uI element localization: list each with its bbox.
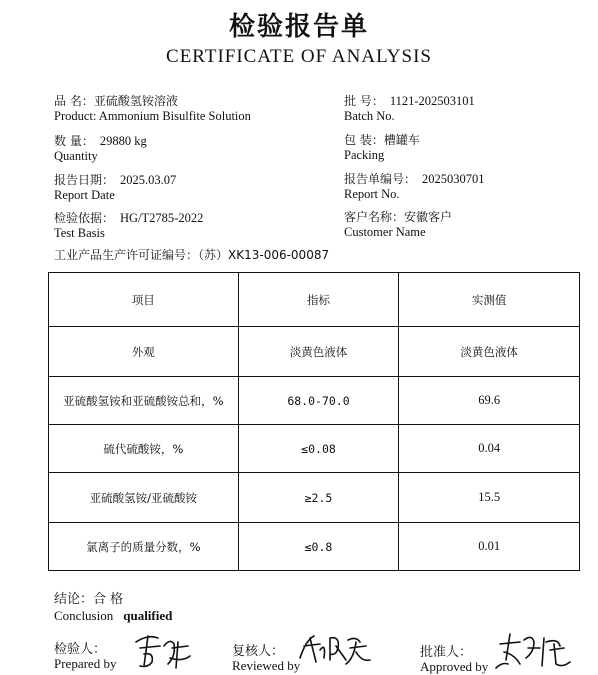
batch-value: 1121-202503101 <box>389 94 475 108</box>
table-row <box>49 523 580 571</box>
row-item: 外观 <box>49 327 239 377</box>
quantity-field <box>54 132 147 149</box>
inspector-label: 检验人： <box>54 642 107 657</box>
reviewer-signature <box>296 628 372 668</box>
product-label: 品 名： <box>54 94 94 108</box>
test-basis-value: HG/T2785-2022 <box>120 211 204 225</box>
product-english: Product: Ammonium Bisulfite Solution <box>54 109 251 123</box>
test-basis-label: 检验依据： <box>54 211 115 225</box>
customer-value: 安徽客户 <box>404 210 453 224</box>
packing-label: 包 装： <box>344 133 384 147</box>
approver-signature <box>494 628 574 672</box>
conclusion-english <box>54 608 172 624</box>
row-spec: ≤0.8 <box>238 523 399 571</box>
report-no-english: Report No. <box>344 187 400 201</box>
test-basis-field <box>54 209 203 226</box>
license-number: 工业产品生产许可证编号：（苏）XK13-006-00087 <box>54 248 330 262</box>
packing-field <box>344 131 420 148</box>
inspector-english: Prepared by <box>54 656 117 671</box>
product-field <box>54 92 178 109</box>
report-no-label: 报告单编号： <box>344 172 417 186</box>
report-date-label: 报告日期： <box>54 173 115 187</box>
product-value: 亚硫酸氢铵溶液 <box>93 94 178 108</box>
quantity-value: 29880 kg <box>99 134 147 148</box>
title-english: CERTIFICATE OF ANALYSIS <box>166 46 432 67</box>
conclusion-chinese: 结论：合 格 <box>54 592 124 607</box>
packing-english: Packing <box>344 148 385 162</box>
test-basis-english: Test Basis <box>54 226 105 240</box>
quantity-english: Quantity <box>54 149 98 163</box>
approver-english: Approved by <box>420 659 489 674</box>
reviewer-english: Reviewed by <box>232 658 301 673</box>
row-result: 0.01 <box>399 523 580 571</box>
table-row <box>49 473 580 523</box>
customer-field <box>344 208 452 225</box>
report-date-value: 2025.03.07 <box>120 173 177 187</box>
quantity-label: 数 量： <box>54 134 94 148</box>
row-result: 69.6 <box>399 377 580 425</box>
title-chinese: 检验报告单 <box>228 12 369 42</box>
results-table <box>48 272 580 571</box>
customer-english: Customer Name <box>344 225 426 239</box>
row-result: 15.5 <box>399 473 580 523</box>
row-item: 氯离子的质量分数，% <box>49 523 239 571</box>
table-header-row <box>49 273 580 327</box>
inspector-signature <box>130 628 192 672</box>
batch-label: 批 号： <box>344 94 384 108</box>
customer-label: 客户名称： <box>344 210 405 224</box>
header-result: 实测值 <box>399 273 580 327</box>
conclusion-value: qualified <box>123 608 173 623</box>
row-item: 亚硫酸氢铵和亚硫酸铵总和，% <box>49 377 239 425</box>
row-result: 淡黄色液体 <box>399 327 580 377</box>
row-spec: ≤0.08 <box>238 425 399 473</box>
batch-field <box>344 92 475 109</box>
approver-label: 批准人： <box>420 645 473 660</box>
row-item: 亚硫酸氢铵/亚硫酸铵 <box>49 473 239 523</box>
row-spec: ≥2.5 <box>238 473 399 523</box>
row-spec: 淡黄色液体 <box>238 327 399 377</box>
conclusion-label: Conclusion <box>54 608 114 623</box>
reviewer-label: 复核人： <box>232 644 285 659</box>
row-spec: 68.0-70.0 <box>238 377 399 425</box>
row-result: 0.04 <box>399 425 580 473</box>
report-no-value: 2025030701 <box>422 172 485 186</box>
row-item: 硫代硫酸铵，% <box>49 425 239 473</box>
table-row <box>49 425 580 473</box>
table-row <box>49 327 580 377</box>
report-date-english: Report Date <box>54 188 115 202</box>
header-spec: 指标 <box>238 273 399 327</box>
report-no-field <box>344 170 485 187</box>
report-date-field <box>54 171 176 188</box>
batch-english: Batch No. <box>344 109 395 123</box>
header-item: 项目 <box>49 273 239 327</box>
packing-value: 槽罐车 <box>383 133 420 147</box>
table-row <box>49 377 580 425</box>
